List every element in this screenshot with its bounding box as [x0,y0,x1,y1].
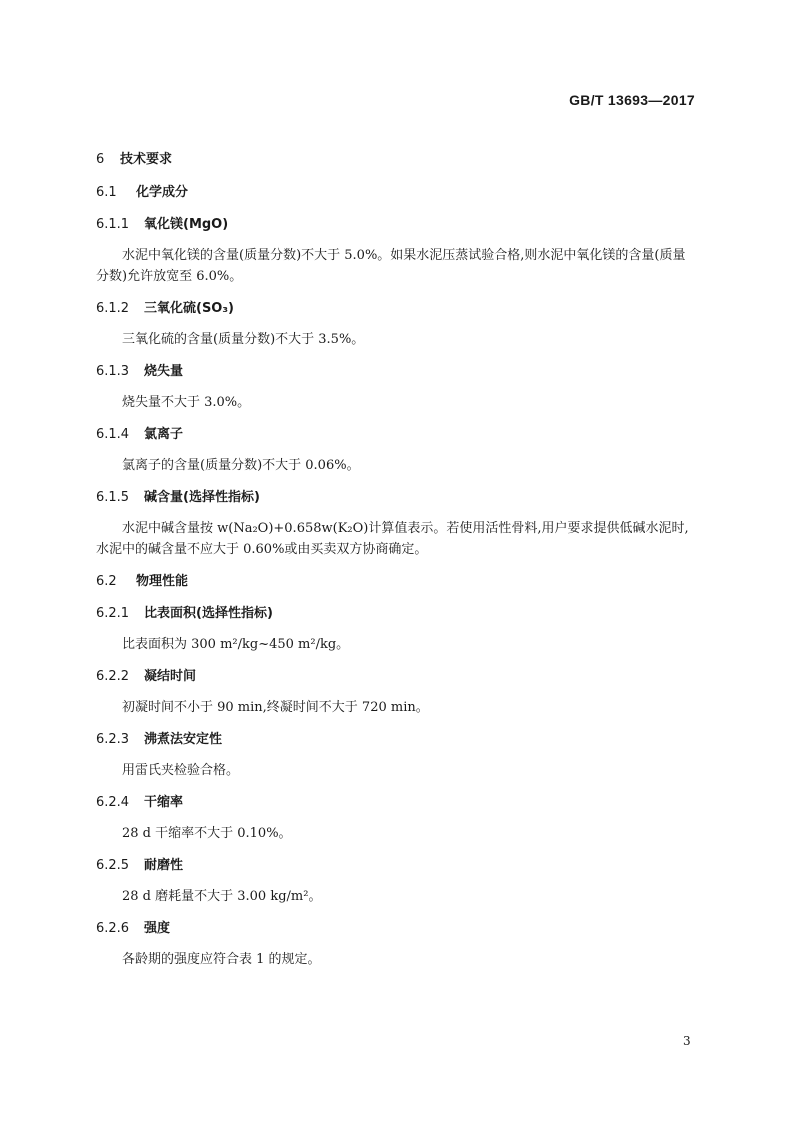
paragraph: 比表面积为 300 m²/kg~450 m²/kg。 [122,637,350,652]
paragraph: 水泥中氧化镁的含量(质量分数)不大于 5.0%。如果水泥压蒸试验合格,则水泥中氧化镁的含量(质量分数)允许放宽至 6.0%。 [96,248,686,284]
section-heading [96,793,697,813]
section-title: 三氧化硫(SO₃) [144,301,234,316]
paragraph: 三氧化硫的含量(质量分数)不大于 3.5%。 [122,332,365,347]
paragraph: 用雷氏夹检验合格。 [122,763,240,778]
section-number: 6.2.2 [96,669,130,684]
section-title: 沸煮法安定性 [144,732,223,747]
section-number: 6.2.1 [96,606,130,621]
section-heading [96,215,697,235]
section-heading [96,425,697,445]
section-number: 6.1.5 [96,490,130,505]
section-number: 6.1.4 [96,427,130,442]
section-heading [96,488,697,508]
section-number: 6.2 [96,574,117,589]
paragraph: 水泥中碱含量按 w(Na₂O)+0.658w(K₂O)计算值表示。若使用活性骨料,用户要求提供低碱水泥时,水泥中的碱含量不应大于 0.60%或由买卖双方协商确定。 [96,521,689,557]
section-number: 6.2.3 [96,732,130,747]
section-heading [96,730,697,750]
section-title: 氧化镁(MgO) [144,217,229,232]
section-number: 6.1.1 [96,217,130,232]
section-title: 烧失量 [144,364,184,379]
section-heading [96,183,697,203]
paragraph: 氯离子的含量(质量分数)不大于 0.06%。 [122,458,360,473]
section-title: 比表面积(选择性指标) [144,606,273,621]
section-number: 6.2.5 [96,858,130,873]
section-heading [96,150,697,170]
section-heading [96,667,697,687]
section-title: 凝结时间 [144,669,197,684]
section-number: 6.1.2 [96,301,130,316]
section-title: 技术要求 [120,152,173,167]
section-title: 耐磨性 [144,858,184,873]
section-heading [96,362,697,382]
section-heading [96,299,697,319]
section-number: 6.2.4 [96,795,130,810]
section-heading [96,856,697,876]
section-number: 6.1.3 [96,364,130,379]
section-number: 6 [96,152,105,167]
paragraph: 各龄期的强度应符合表 1 的规定。 [122,952,321,967]
section-title: 强度 [144,921,171,936]
standard-number: GB/T 13693—2017 [569,92,695,108]
section-heading [96,604,697,624]
section-title: 氯离子 [144,427,184,442]
section-heading [96,572,697,592]
document-body [96,150,697,970]
paragraph: 28 d 磨耗量不大于 3.00 kg/m²。 [122,889,322,904]
paragraph: 初凝时间不小于 90 min,终凝时间不大于 720 min。 [122,700,429,715]
section-number: 6.1 [96,185,117,200]
section-number: 6.2.6 [96,921,130,936]
paragraph: 28 d 干缩率不大于 0.10%。 [122,826,292,841]
section-title: 碱含量(选择性指标) [144,490,260,505]
paragraph: 烧失量不大于 3.0%。 [122,395,251,410]
section-title: 化学成分 [136,185,189,200]
section-title: 干缩率 [144,795,184,810]
section-heading [96,919,697,939]
section-title: 物理性能 [136,574,189,589]
page-number: 3 [683,1034,691,1048]
